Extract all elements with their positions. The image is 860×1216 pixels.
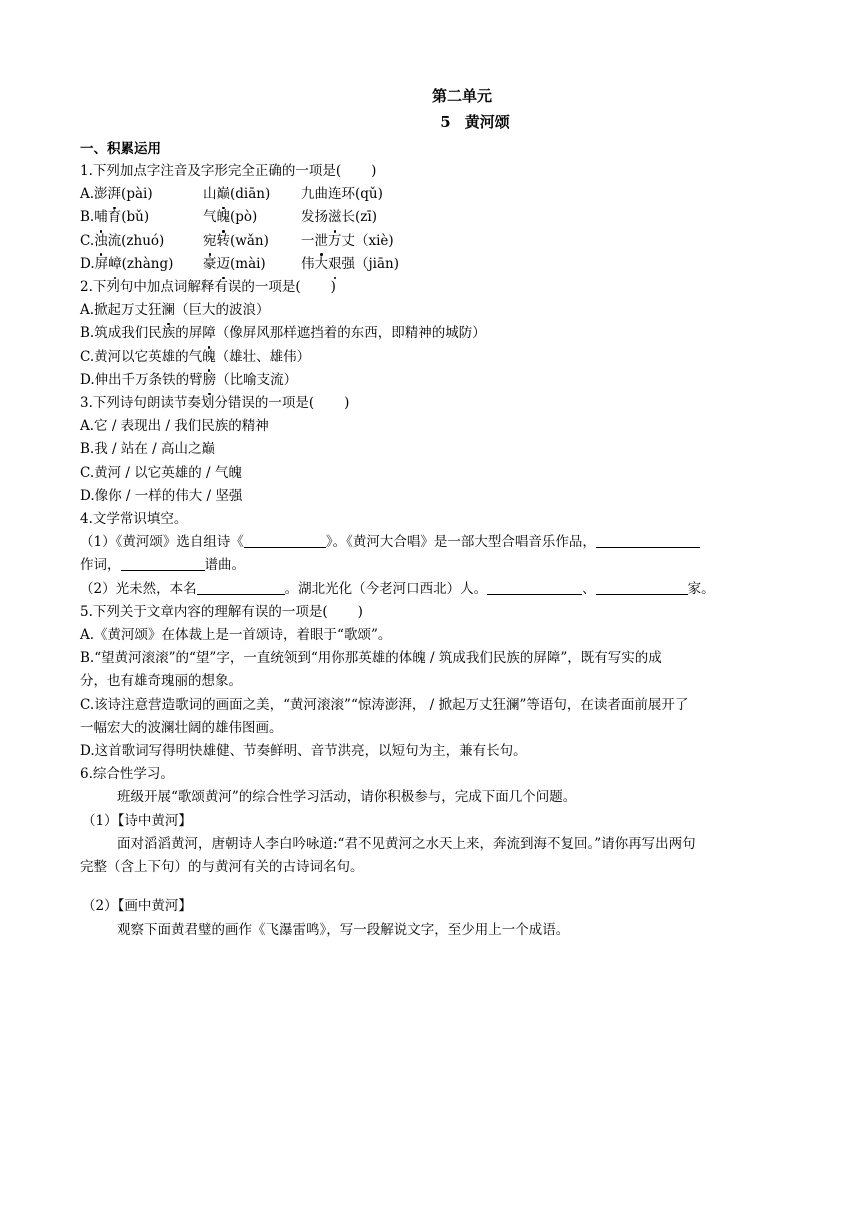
answer-blank[interactable] bbox=[487, 580, 582, 595]
question-6-subtitle-1: （1）【诗中黄河】 bbox=[82, 812, 192, 829]
question-5-option-b: B.“望黄河滚滚”的“望”字，一直统领到“用你那英雄的体魄 / 筑成我们民族的屏障”，既有写实的成 bbox=[80, 650, 662, 667]
answer-blank[interactable] bbox=[197, 580, 285, 595]
lesson-number: 5 bbox=[440, 113, 451, 131]
question-4-part-2: （2）光未然，本名 。湖北光化（今老河口西北）人。 、 家。 bbox=[80, 580, 715, 597]
question-6-subtitle-2: （2）【画中黄河】 bbox=[82, 898, 192, 915]
question-6-text-2: 观察下面黄君璧的画作《飞瀑雷鸣》，写一段解说文字，至少用上一个成语。 bbox=[117, 921, 570, 938]
question-3-option-a: A.它 / 表现出 / 我们民族的精神 bbox=[80, 418, 269, 435]
question-6-stem: 6.综合性学习。 bbox=[80, 766, 174, 783]
question-1-option-a: A.澎湃(pài) 山巅(diān) 九曲连环(qǔ) bbox=[80, 183, 780, 206]
question-1-stem: 1.下列加点字注音及字形完全正确的一项是( ) bbox=[80, 163, 377, 179]
question-2-stem: 2.下列句中加点词解释有误的一项是( ) bbox=[80, 279, 336, 296]
answer-blank[interactable] bbox=[596, 533, 700, 548]
question-1-option-b: B.哺育(bǔ) 气魄(pò) 发扬滋长(zī) bbox=[80, 206, 780, 229]
lesson-name: 黄河颂 bbox=[464, 113, 510, 131]
answer-blank[interactable] bbox=[244, 533, 326, 548]
question-3-option-d: D.像你 / 一样的伟大 / 坚强 bbox=[80, 487, 243, 504]
question-2-option-a: A.掀起万丈狂澜（巨大的波浪） bbox=[80, 299, 780, 322]
question-3-option-b: B.我 / 站在 / 高山之巅 bbox=[80, 441, 215, 458]
question-1-option-c: C.浊流(zhuó) 宛转(wǎn) 一泄万丈（xiè) bbox=[80, 230, 780, 253]
question-5-option-d: D.这首歌词写得明快雄健、节奏鲜明、音节洪亮，以短句为主，兼有长句。 bbox=[80, 743, 527, 760]
question-5-stem: 5.下列关于文章内容的理解有误的一项是( ) bbox=[80, 603, 363, 620]
question-3-option-c: C.黄河 / 以它英雄的 / 气魄 bbox=[80, 464, 242, 481]
answer-blank[interactable] bbox=[596, 580, 688, 595]
question-4-part-1-cont: 作词， 谱曲。 bbox=[80, 557, 245, 574]
section-heading: 一、积累运用 bbox=[80, 141, 161, 157]
question-5-option-b-cont: 分，也有雄奇瑰丽的想象。 bbox=[80, 673, 242, 690]
question-2-option-c: C.黄河以它英雄的气魄（雄壮、雄伟） bbox=[80, 346, 780, 369]
question-2-option-b: B.筑成我们民族的屏障（像屏风那样遮挡着的东西，即精神的城防） bbox=[80, 322, 780, 345]
question-2-option-d: D.伸出千万条铁的臂膀（比喻支流） bbox=[80, 369, 780, 392]
question-6-intro: 班级开展“歌颂黄河”的综合性学习活动，请你积极参与，完成下面几个问题。 bbox=[117, 789, 577, 806]
lesson-title bbox=[170, 108, 780, 136]
question-6-text-1-cont: 完整（含上下句）的与黄河有关的古诗词名句。 bbox=[80, 859, 364, 876]
question-3-stem: 3.下列诗句朗读节奏划分错误的一项是( ) bbox=[80, 395, 350, 412]
question-5-option-c-cont: 一幅宏大的波澜壮阔的雄伟图画。 bbox=[80, 719, 283, 736]
worksheet-page bbox=[80, 84, 780, 942]
question-4-stem: 4.文学常识填空。 bbox=[80, 511, 188, 528]
question-6-text-1: 面对滔滔黄河，唐朝诗人李白吟咏道:“君不见黄河之水天上来，奔流到海不复回。”请你再写出两句 bbox=[117, 835, 696, 852]
unit-title: 第二单元 bbox=[431, 87, 492, 105]
question-5-option-c: C.该诗注意营造歌词的画面之美，“黄河滚滚”“惊涛澎湃， / 掀起万丈狂澜”等语句，在读者面前展开了 bbox=[80, 696, 689, 713]
question-1-option-d: D.屏嶂(zhàng) 豪迈(mài) 伟大艰强（jiān) bbox=[80, 253, 780, 276]
answer-blank[interactable] bbox=[121, 556, 205, 571]
question-5-option-a: A.《黄河颂》在体裁上是一首颂诗，着眼于“歌颂”。 bbox=[80, 627, 392, 644]
question-4-part-1: （1）《黄河颂》选自组诗《 》。《黄河大合唱》是一部大型合唱音乐作品， bbox=[80, 531, 780, 554]
